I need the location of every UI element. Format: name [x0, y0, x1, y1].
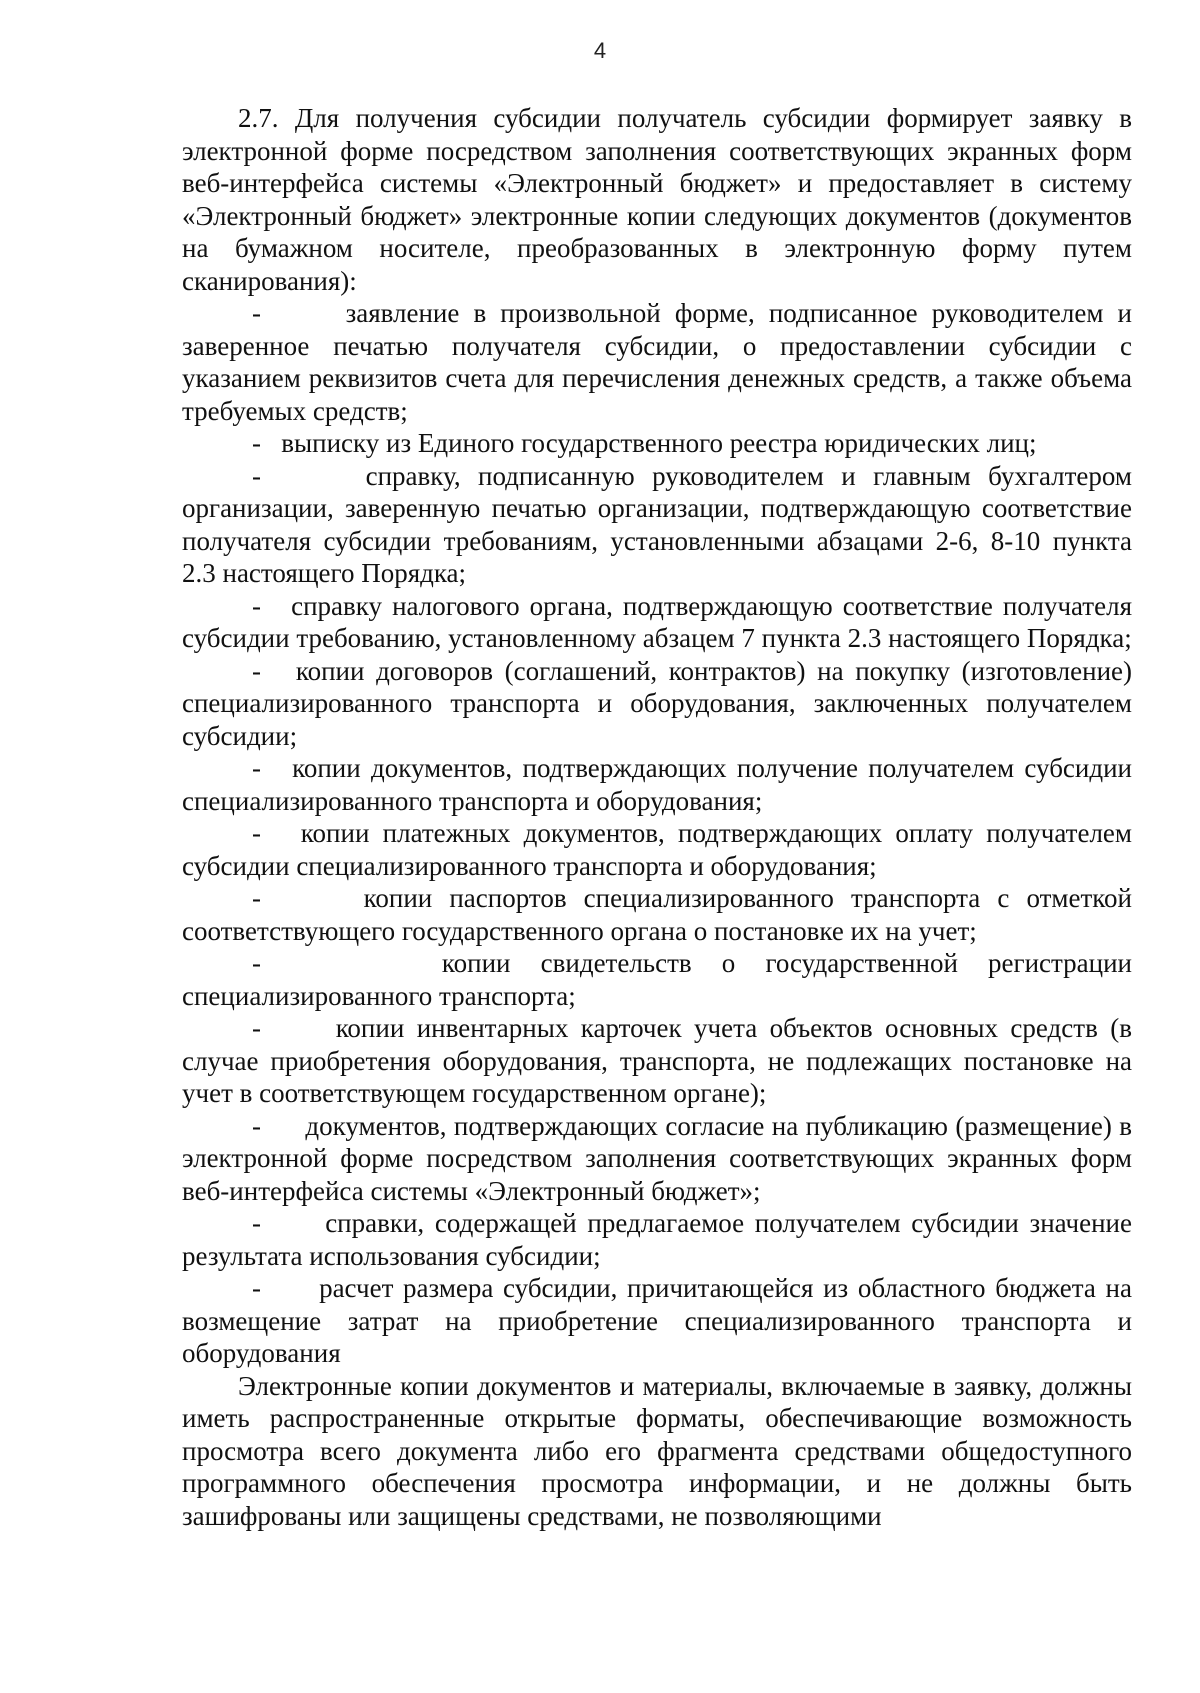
list-item: - справку, подписанную руководителем и главным бухгалтером организации, заверенную печатью организации, подтверждающую соответствие получателя субсидии требованиям, установленными абзацами 2-6, 8-10 пункта 2.3 настоящего Порядка; [182, 460, 1132, 588]
list-item: - копии паспортов специализированного транспорта с отметкой соответствующего государственного органа о постановке их на учет; [182, 883, 1132, 946]
list-item: - копии документов, подтверждающих получение получателем субсидии специализированного транспорта и оборудования; [182, 753, 1132, 816]
list-item: - справки, содержащей предлагаемое получателем субсидии значение результата использования субсидии; [182, 1208, 1132, 1271]
list-item: - заявление в произвольной форме, подписанное руководителем и заверенное печатью получателя субсидии, о предоставлении субсидии с указанием реквизитов счета для перечисления денежных средств, а также объема требуемых средств; [182, 298, 1132, 426]
list-item-text: копии паспортов специализированного транспорта с отметкой соответствующего государственного органа о постановке их на учет; [182, 883, 1132, 946]
list-item-text: копии свидетельств о государственной регистрации специализированного транспорта; [182, 948, 1132, 1011]
list-item-text: копии договоров (соглашений, контрактов) на покупку (изготовление) специализированного транспорта и оборудования, заключенных получателем субсидии; [182, 655, 1132, 751]
document-body [182, 102, 1132, 1532]
list-item-text: заявление в произвольной форме, подписанное руководителем и заверенное печатью получателя субсидии, о предоставлении субсидии с указанием реквизитов счета для перечисления денежных средств, а также объема требуемых средств; [182, 298, 1132, 426]
list-item: - расчет размера субсидии, причитающейся из областного бюджета на возмещение затрат на приобретение специализированного транспорта и оборудования [182, 1273, 1132, 1368]
list-item-text: копии документов, подтверждающих получение получателем субсидии специализированного транспорта и оборудования; [182, 753, 1132, 816]
list-item: - копии договоров (соглашений, контрактов) на покупку (изготовление) специализированного транспорта и оборудования, заключенных получателем субсидии; [182, 655, 1132, 751]
list-item: - копии свидетельств о государственной регистрации специализированного транспорта; [182, 948, 1132, 1011]
list-item-text: справку налогового органа, подтверждающую соответствие получателя субсидии требованию, установленному абзацем 7 пункта 2.3 настоящего Порядка; [182, 590, 1132, 653]
list-item-text: копии платежных документов, подтверждающих оплату получателем субсидии специализированного транспорта и оборудования; [182, 818, 1133, 881]
list-item-text: копии инвентарных карточек учета объектов основных средств (в случае приобретения оборудования, транспорта, не подлежащих постановке на учет в соответствующем государственном органе); [182, 1013, 1133, 1108]
list-item-text: выписку из Единого государственного реестра юридических лиц; [281, 428, 1037, 458]
list-item: - документов, подтверждающих согласие на публикацию (размещение) в электронной форме посредством заполнения соответствующих экранных форм веб-интерфейса системы «Электронный бюджет»; [182, 1110, 1132, 1206]
closing-paragraph: Электронные копии документов и материалы, включаемые в заявку, должны иметь распространенные открытые форматы, обеспечивающие возможность просмотра всего документа либо его фрагмента средствами общедоступного программного обеспечения просмотра информации, и не должны быть зашифрованы или защищены средствами, не позволяющими [182, 1370, 1132, 1531]
list-item-text: расчет размера субсидии, причитающейся из областного бюджета на возмещение затрат на приобретение специализированного транспорта и оборудования [182, 1273, 1132, 1368]
list-item-text: документов, подтверждающих согласие на публикацию (размещение) в электронной форме посредством заполнения соответствующих экранных форм веб-интерфейса системы «Электронный бюджет»; [182, 1110, 1132, 1206]
list-item: - выписку из Единого государственного реестра юридических лиц; [252, 428, 1037, 458]
page-number: 4 [593, 38, 607, 63]
list-item-text: справки, содержащей предлагаемое получателем субсидии значение результата использования субсидии; [182, 1208, 1132, 1271]
list-item: - справку налогового органа, подтверждающую соответствие получателя субсидии требованию, установленному абзацем 7 пункта 2.3 настоящего Порядка; [182, 590, 1132, 653]
list-item: - копии платежных документов, подтверждающих оплату получателем субсидии специализированного транспорта и оборудования; [182, 818, 1133, 881]
paragraph-2-7: 2.7. Для получения субсидии получатель субсидии формирует заявку в электронной форме посредством заполнения соответствующих экранных форм веб-интерфейса системы «Электронный бюджет» и предоставляет в систему «Электронный бюджет» электронные копии следующих документов (документов на бумажном носителе, преобразованных в электронную форму путем сканирования): [182, 103, 1132, 296]
list-item: - копии инвентарных карточек учета объектов основных средств (в случае приобретения оборудования, транспорта, не подлежащих постановке на учет в соответствующем государственном органе); [182, 1013, 1133, 1108]
list-item-text: справку, подписанную руководителем и главным бухгалтером организации, заверенную печатью организации, подтверждающую соответствие получателя субсидии требованиям, установленными абзацами 2-6, 8-10 пункта 2.3 настоящего Порядка; [182, 460, 1132, 588]
